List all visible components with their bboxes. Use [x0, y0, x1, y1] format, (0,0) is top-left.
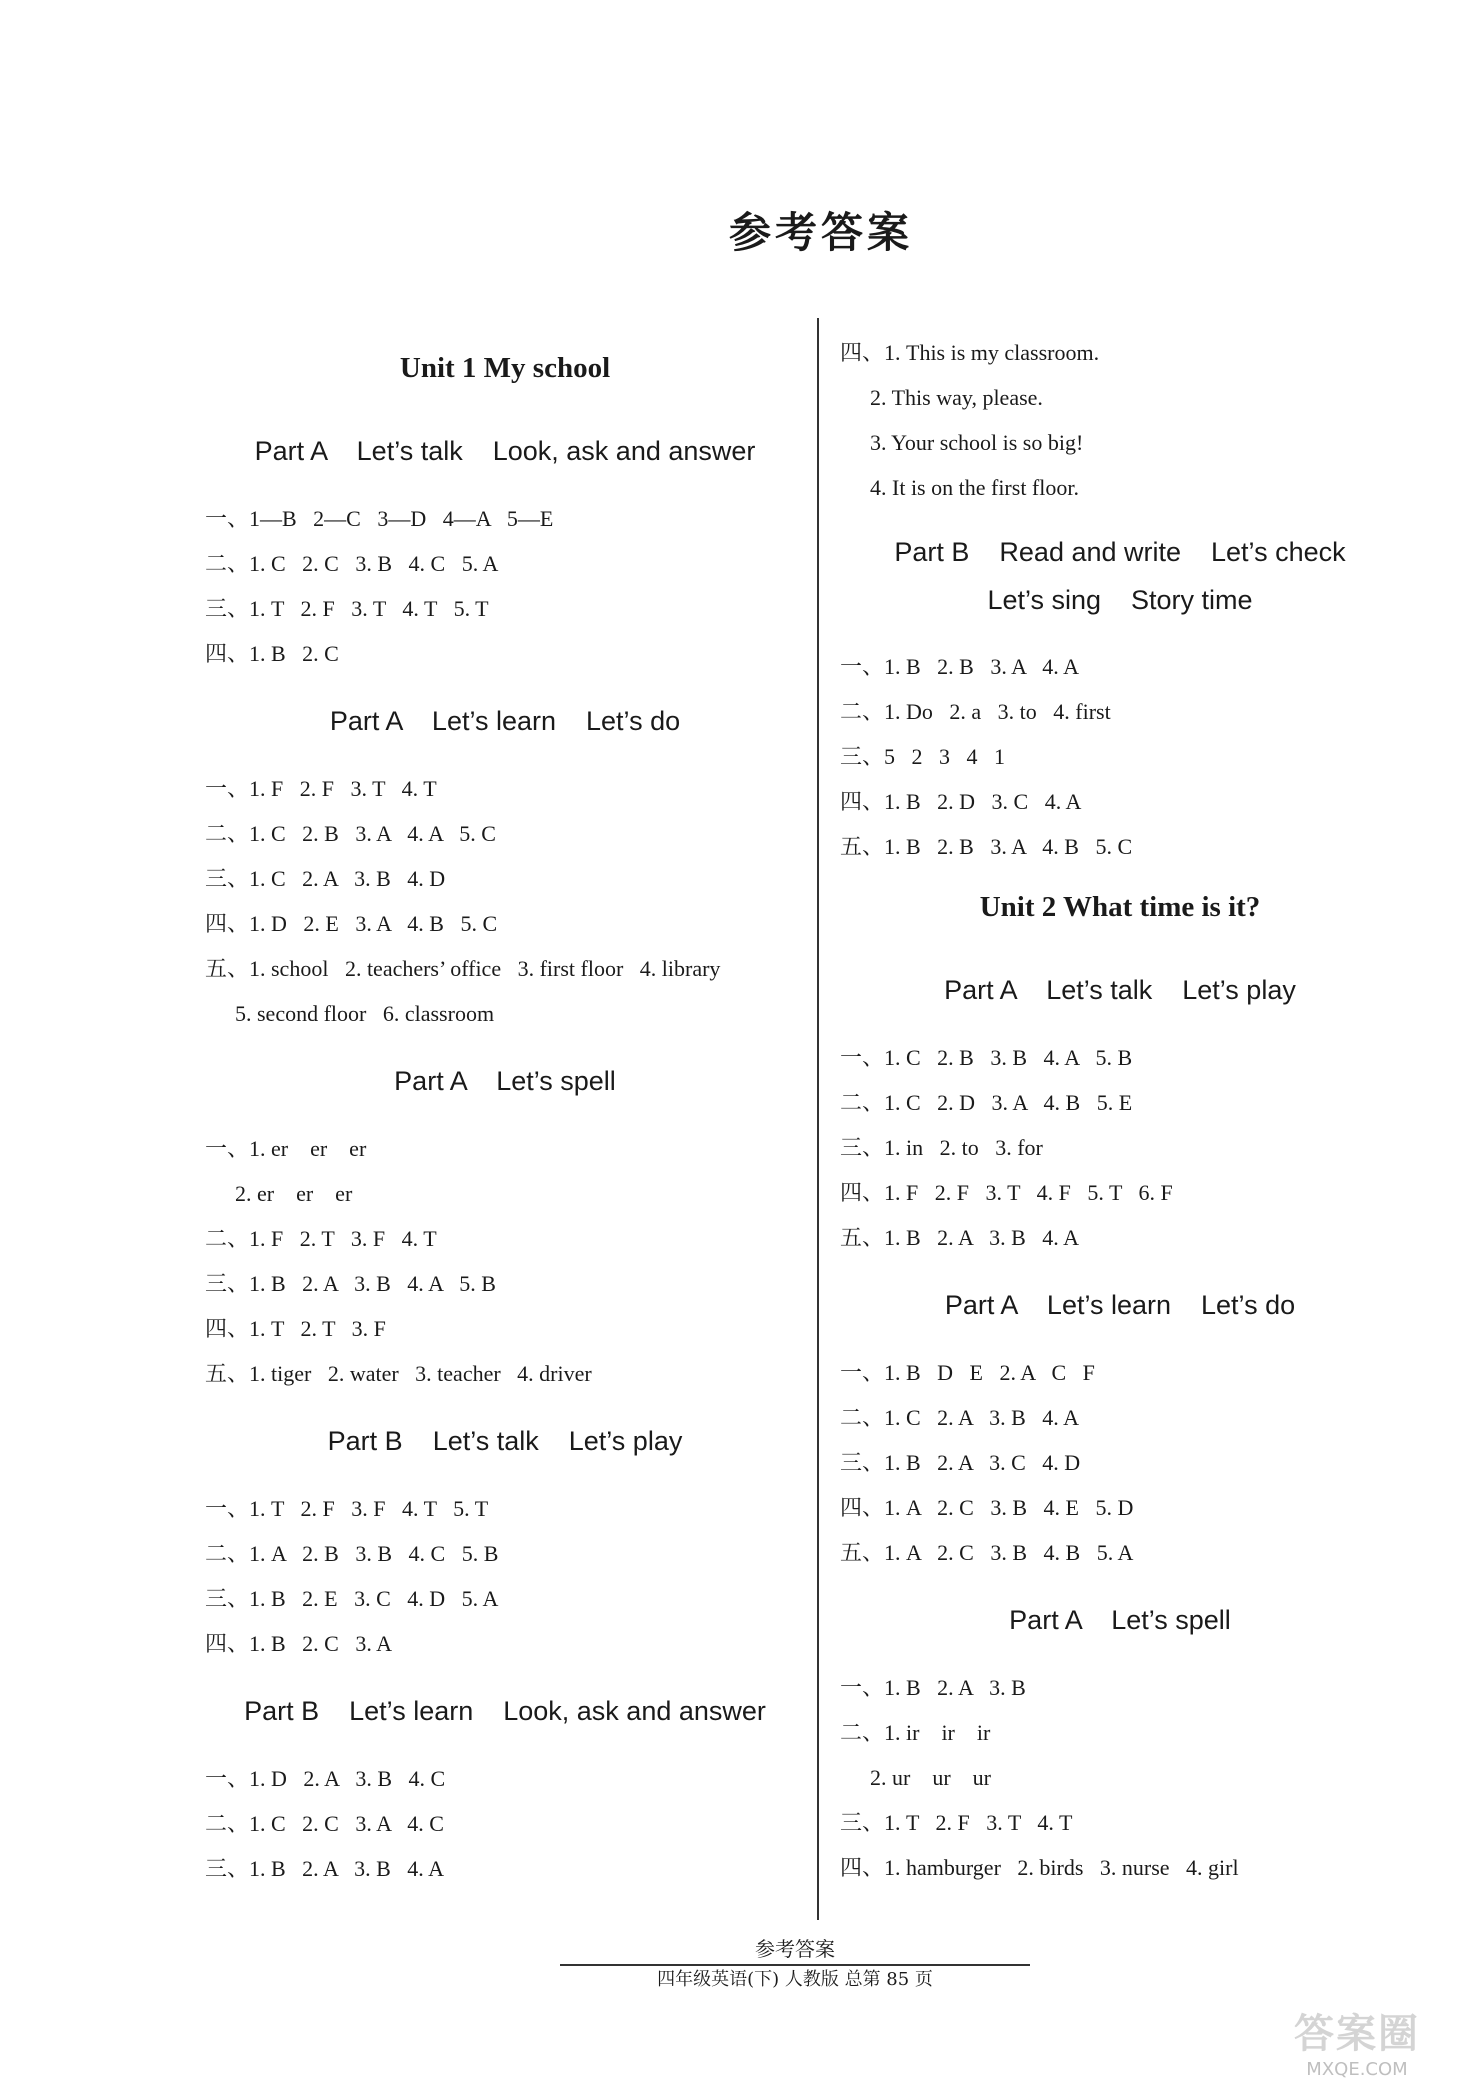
answer-line: 二、1. F 2. T 3. F 4. T: [205, 1226, 437, 1251]
answer-line: 二、1. Do 2. a 3. to 4. first: [840, 699, 1111, 724]
answer-line: 2. This way, please.: [870, 385, 1043, 410]
answer-line: 四、1. A 2. C 3. B 4. E 5. D: [840, 1495, 1134, 1520]
answer-line: 四、1. B 2. D 3. C 4. A: [840, 789, 1082, 814]
answer-line: 一、1. er er er: [205, 1136, 367, 1161]
answer-line: 五、1. tiger 2. water 3. teacher 4. driver: [205, 1361, 592, 1386]
answer-line: 2. ur ur ur: [870, 1765, 991, 1790]
answer-line: 一、1. B 2. B 3. A 4. A: [840, 654, 1079, 679]
answer-line: 五、1. school 2. teachers’ office 3. first floor 4. library: [205, 956, 721, 981]
answer-line: 一、1. D 2. A 3. B 4. C: [205, 1766, 446, 1791]
answer-line: 三、1. T 2. F 3. T 4. T: [840, 1810, 1073, 1835]
footer-page-info: 四年级英语(下) 人教版 总第 85 页: [657, 1969, 933, 1990]
answer-line: 二、1. C 2. C 3. B 4. C 5. A: [205, 551, 499, 576]
answer-line: 二、1. C 2. A 3. B 4. A: [840, 1405, 1079, 1430]
answer-line: 二、1. C 2. C 3. A 4. C: [205, 1811, 444, 1836]
left-answer-column: [205, 330, 805, 1891]
part-heading-continued: Let’s sing Story time: [987, 585, 1253, 615]
answer-line: 三、1. B 2. A 3. B 4. A: [205, 1856, 444, 1881]
unit-heading: Unit 1 My school: [399, 352, 611, 384]
answer-line: 四、1. T 2. T 3. F: [205, 1316, 386, 1341]
watermark: [1262, 2010, 1452, 2088]
answer-line: 一、1. T 2. F 3. F 4. T 5. T: [205, 1496, 489, 1521]
column-divider: [817, 318, 819, 1920]
answer-line: 二、1. ir ir ir: [840, 1720, 991, 1745]
answer-line: 一、1. B 2. A 3. B: [840, 1675, 1026, 1700]
answer-line: 5. second floor 6. classroom: [235, 1001, 495, 1026]
answer-line: 二、1. C 2. B 3. A 4. A 5. C: [205, 821, 496, 846]
page-footer: [560, 1936, 1030, 1994]
answer-line: 二、1. C 2. D 3. A 4. B 5. E: [840, 1090, 1133, 1115]
answer-line: 一、1. F 2. F 3. T 4. T: [205, 776, 437, 801]
answer-line: 一、1—B 2—C 3—D 4—A 5—E: [205, 506, 554, 531]
answer-line: 四、1. B 2. C 3. A: [205, 1631, 393, 1656]
right-answer-column: [840, 330, 1400, 1890]
page-title: 参考答案: [728, 208, 913, 257]
part-heading: Part A Let’s talk Look, ask and answer: [254, 436, 756, 466]
answer-line: 一、1. B D E 2. A C F: [840, 1360, 1095, 1385]
answer-line: 三、1. B 2. A 3. B 4. A 5. B: [205, 1271, 496, 1296]
answer-line: 2. er er er: [235, 1181, 353, 1206]
part-heading: Part A Let’s talk Let’s play: [944, 975, 1296, 1005]
answer-line: 四、1. hamburger 2. birds 3. nurse 4. girl: [840, 1855, 1239, 1880]
answer-line: 四、1. D 2. E 3. A 4. B 5. C: [205, 911, 498, 936]
part-heading: Part A Let’s learn Let’s do: [944, 1290, 1296, 1320]
part-heading: Part B Let’s learn Look, ask and answer: [244, 1696, 766, 1726]
answer-line: 三、1. B 2. A 3. C 4. D: [840, 1450, 1081, 1475]
answer-line: 三、1. in 2. to 3. for: [840, 1135, 1043, 1160]
watermark-url: MXQE.COM: [1306, 2059, 1408, 2080]
part-heading: Part A Let’s learn Let’s do: [329, 706, 681, 736]
answer-line: 四、1. This is my classroom.: [840, 340, 1100, 365]
answer-line: 3. Your school is so big!: [870, 430, 1084, 455]
answer-line: 五、1. B 2. A 3. B 4. A: [840, 1225, 1079, 1250]
answer-line: 一、1. C 2. B 3. B 4. A 5. B: [840, 1045, 1133, 1070]
answer-line: 三、5 2 3 4 1: [840, 744, 1006, 769]
watermark-logo: 答案圈: [1294, 2011, 1420, 2057]
unit-heading: Unit 2 What time is it?: [979, 891, 1261, 923]
answer-line: 三、1. C 2. A 3. B 4. D: [205, 866, 446, 891]
answer-line: 三、1. B 2. E 3. C 4. D 5. A: [205, 1586, 499, 1611]
part-heading: Part A Let’s spell: [394, 1066, 616, 1096]
answer-line: 三、1. T 2. F 3. T 4. T 5. T: [205, 596, 489, 621]
answer-line: 4. It is on the first floor.: [870, 475, 1079, 500]
part-heading: Part A Let’s spell: [1009, 1605, 1231, 1635]
answer-line: 四、1. F 2. F 3. T 4. F 5. T 6. F: [840, 1180, 1173, 1205]
answer-line: 四、1. B 2. C: [205, 641, 339, 666]
footer-title: 参考答案: [560, 1936, 1030, 1966]
part-heading: Part B Let’s talk Let’s play: [327, 1426, 683, 1456]
answer-line: 五、1. B 2. B 3. A 4. B 5. C: [840, 834, 1133, 859]
page-title-wrap: [0, 200, 1462, 260]
part-heading: Part B Read and write Let’s check: [894, 537, 1346, 567]
answer-line: 二、1. A 2. B 3. B 4. C 5. B: [205, 1541, 499, 1566]
answer-line: 五、1. A 2. C 3. B 4. B 5. A: [840, 1540, 1134, 1565]
